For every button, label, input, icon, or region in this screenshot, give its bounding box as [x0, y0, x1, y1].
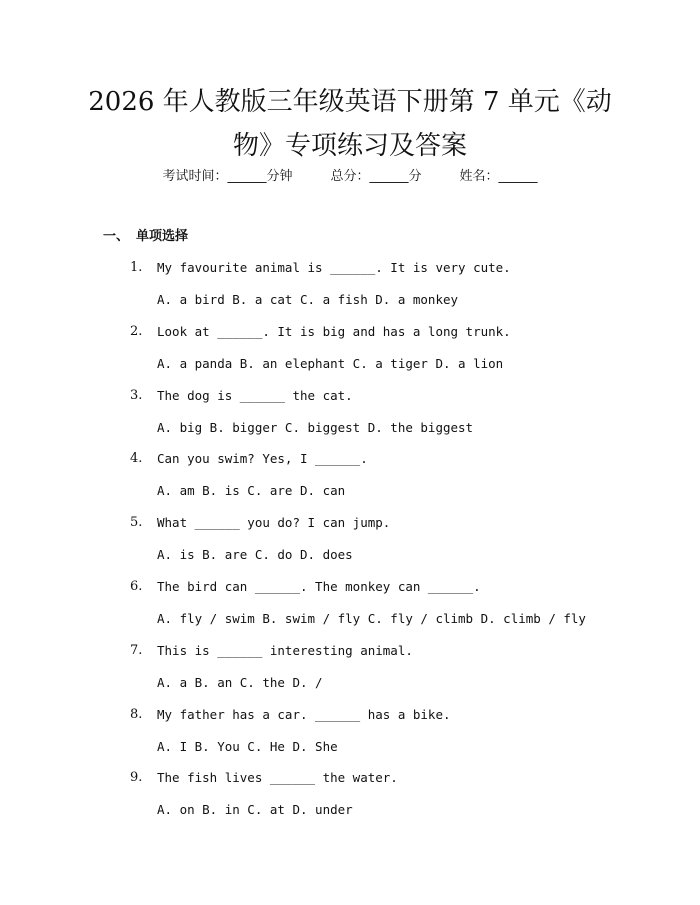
question-number: 8.: [130, 706, 143, 722]
title-line-1: 2026 年人教版三年级英语下册第 7 单元《动: [88, 87, 612, 117]
question-stem: My father has a car. ______ has a bike.: [157, 706, 451, 722]
question-item: [0, 576, 700, 640]
question-item: [0, 640, 700, 704]
question-options: A. a panda B. an elephant C. a tiger D. a lion: [157, 355, 504, 371]
student-name-field: 姓名：______: [459, 169, 538, 184]
question-item: [0, 512, 700, 576]
question-number: 4.: [130, 451, 143, 467]
section-heading: [103, 226, 188, 248]
question-stem: The bird can ______. The monkey can ______.: [157, 578, 481, 594]
question-item: [0, 385, 700, 449]
title-line-2: 物》专项练习及答案: [232, 131, 467, 161]
question-stem: My favourite animal is ______. It is very cute.: [157, 260, 511, 275]
question-list: [0, 257, 700, 831]
question-item: [0, 704, 700, 768]
question-options: A. on B. in C. at D. under: [157, 802, 353, 818]
question-number: 7.: [130, 642, 143, 658]
section-title: 单项选择: [136, 229, 189, 244]
question-options: A. I B. You C. He D. She: [157, 738, 338, 754]
question-number: 3.: [130, 387, 143, 403]
total-score-field: 总分：______分: [330, 169, 422, 184]
question-number: 1.: [130, 260, 143, 275]
question-stem: The fish lives ______ the water.: [157, 770, 398, 786]
question-stem: Can you swim? Yes, I ______.: [157, 451, 368, 467]
question-stem: The dog is ______ the cat.: [157, 387, 353, 403]
question-number: 9.: [130, 770, 143, 786]
question-item: [0, 321, 700, 385]
section-number: 一、: [103, 229, 130, 244]
document-title: [60, 80, 640, 168]
question-number: 5.: [130, 515, 143, 531]
exam-info-line: [0, 166, 700, 188]
question-item: [0, 767, 700, 831]
question-options: A. am B. is C. are D. can: [157, 483, 346, 499]
question-options: A. a B. an C. the D. /: [157, 674, 323, 690]
exam-time-field: 考试时间：______分钟: [162, 169, 293, 184]
question-options: A. big B. bigger C. biggest D. the biggest: [157, 419, 474, 435]
question-number: 6.: [130, 578, 143, 594]
question-stem: Look at ______. It is big and has a long trunk.: [157, 323, 511, 339]
question-stem: This is ______ interesting animal.: [157, 642, 413, 658]
question-options: A. fly / swim B. swim / fly C. fly / climb D. climb / fly: [157, 610, 586, 626]
question-options: A. is B. are C. do D. does: [157, 547, 353, 563]
question-options: A. a bird B. a cat C. a fish D. a monkey: [157, 292, 459, 307]
question-stem: What ______ you do? I can jump.: [157, 515, 391, 531]
question-item: [0, 448, 700, 512]
question-item: [0, 257, 700, 321]
question-number: 2.: [130, 323, 143, 339]
